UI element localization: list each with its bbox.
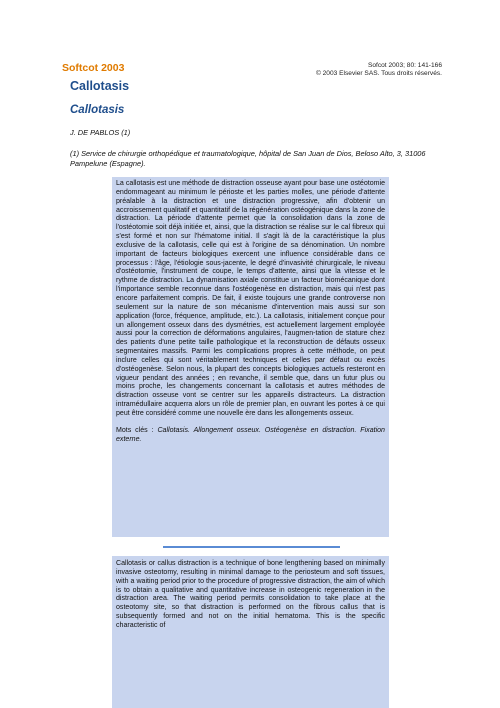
abstract-english-body: Callotasis or callus distraction is a technique of bone lengthening based on minimally invasive osteotomy, resulting in minimal damage to the periosteum and soft tissues, with a waiting period prior to the procedure of progressive distraction, the aim of which is to obtain a qualitative and quantitative increase in osteogenic regeneration in the distraction area. The waiting period permits consolidation to take place at the osteotomy site, so that distraction is performed on the fibrous callus that is subsequently formed and not on the initial hematoma. This is the specific characteristic of — [116, 560, 385, 629]
abstract-english — [112, 556, 389, 708]
keywords — [116, 427, 385, 445]
abstract-french — [112, 177, 389, 537]
journal-citation — [316, 62, 442, 79]
journal-brand: Softcot 2003 — [62, 62, 125, 74]
abstract-french-body: La callotasis est une méthode de distraction osseuse ayant pour base une ostéotomie endommageant au minimum le périoste et les parties molles, une période d'attente préalable à la distraction et une distraction progressive, afin d'obtenir un accroissement qualitatif et quantitatif de la régénération ostéogénique dans la zone de distraction. La période d'attente permet que la consolidation dans la zone de l'ostéotomie soit déjà initiée et, ainsi, que la distraction se réalise sur le cal fibreux qui s'est formé et non sur l'hématome initial. Il s'agit là de la caractéristique la plus exclusive de la callotasis, celle qui est à l'origine de sa dénomination. Un nombre important de facteurs biologiques exercent une influence considérable dans ce processus : l'âge, l'étiologie sous-jacente, le degré d'invasivité chirurgicale, le niveau d'ostéotomie, l'instrument de coupe, le temps d'attente, ainsi que la vitesse et le rythme de distraction. La dynamisation axiale constitue un facteur biomécanique dont l'importance semble reconnue dans l'ostéogenèse en distraction, mais qui n'est pas encore parfaitement compris. De fait, il existe toujours une grande controverse non seulement sur la nature de son mécanisme d'intervention mais aussi sur son application (force, fréquence, amplitude, etc.). La callotasis, initialement conçue pour un allongement osseux dans des dysmétries, est actuellement largement employée aussi pour la correction de déformations angulaires, l'augmen-tation de stature chez des patients d'une petite taille pathologique et la reconstruction de défauts osseux segmentaires massifs. Parmi les complications propres à cette méthode, on peut inclure celles qui sont véritablement techniques et celles par défaut ou excès d'ostéogenèse. Selon nous, la plupart des concepts biologiques actuels resteront en vigueur pendant des années ; en revanche, il semble que, dans un futur plus ou moins proche, les changements concernant la callotasis et autres méthodes de distraction osseuse vont se centrer sur les appareils distracteurs. La distraction intramédullaire acquerra alors un rôle de premier plan, en ouvrant les portes à ce qui peut être considéré comme une nouvelle ère dans les allongements osseux. — [116, 180, 385, 417]
keywords-label: Mots clés : — [116, 426, 154, 434]
citation-copyright: © 2003 Elsevier SAS. Tous droits réservés. — [315, 70, 442, 78]
article-title: Callotasis — [70, 79, 130, 93]
article-subtitle: Callotasis — [70, 104, 125, 116]
citation-volume: Sofcot 2003; 80: 141-166 — [367, 62, 442, 69]
author-affiliation: (1) Service de chirurgie orthopédique et traumatologique, hôpital de San Juan de Dios, Beloso Alto, 3, 31006 Pampelune (Espagne). — [70, 149, 426, 168]
section-divider — [163, 546, 340, 548]
article-authors: J. DE PABLOS (1) — [70, 128, 131, 137]
keywords-list: Callotasis. Allongement osseux. Ostéogenèse en distraction. Fixation externe. — [116, 426, 385, 443]
